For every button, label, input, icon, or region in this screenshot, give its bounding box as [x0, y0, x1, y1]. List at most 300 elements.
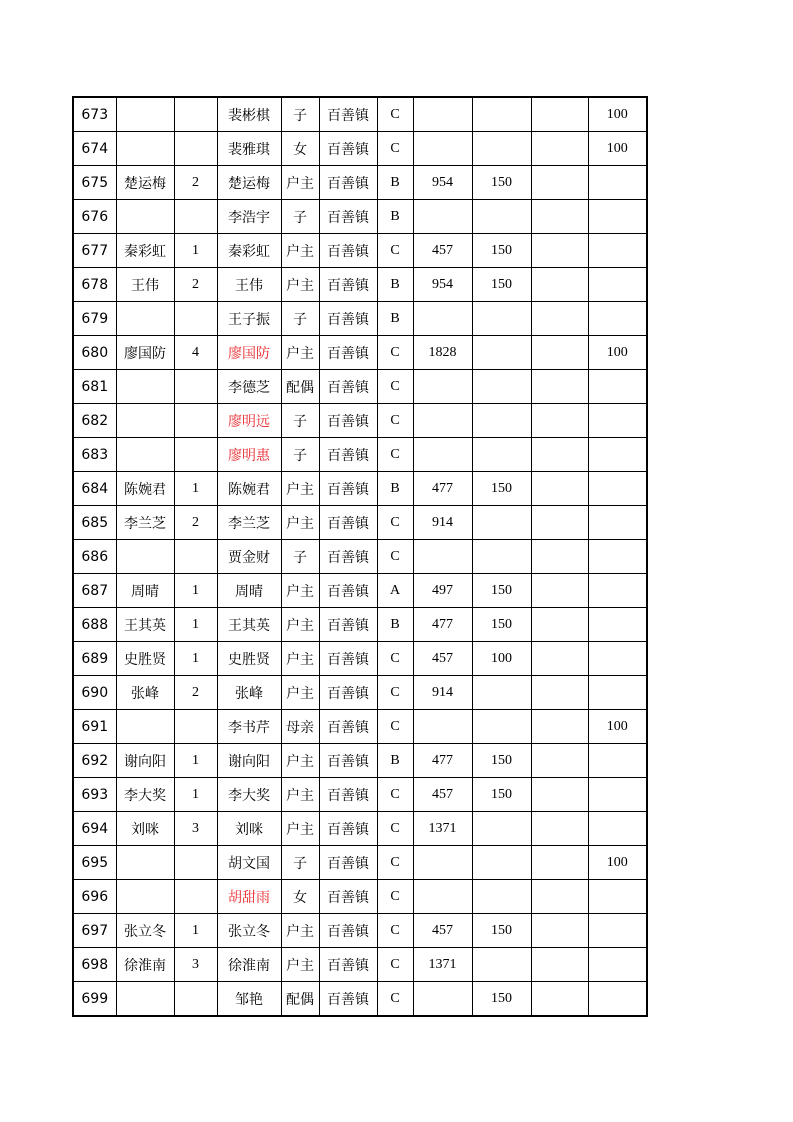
- town-cell: 百善镇: [319, 778, 377, 812]
- amount-b-cell: 150: [472, 268, 531, 302]
- amount-b-cell: 150: [472, 574, 531, 608]
- town-cell: 百善镇: [319, 302, 377, 336]
- household-size-cell: 2: [174, 268, 217, 302]
- table-row: [73, 438, 647, 472]
- table-row: [73, 608, 647, 642]
- amount-a-cell: 914: [413, 506, 472, 540]
- row-number-cell: 676: [73, 200, 116, 234]
- amount-b-cell: [472, 97, 531, 132]
- amount-b-cell: [472, 948, 531, 982]
- member-name-cell: 刘咪: [217, 812, 281, 846]
- amount-d-cell: [588, 506, 647, 540]
- amount-d-cell: [588, 472, 647, 506]
- table-row: [73, 540, 647, 574]
- household-size-cell: 1: [174, 744, 217, 778]
- town-cell: 百善镇: [319, 268, 377, 302]
- amount-d-cell: [588, 540, 647, 574]
- table-body: [73, 97, 647, 1016]
- amount-b-cell: 150: [472, 914, 531, 948]
- household-size-cell: 1: [174, 914, 217, 948]
- household-head-cell: 谢向阳: [116, 744, 174, 778]
- amount-b-cell: [472, 710, 531, 744]
- amount-c-cell: [531, 642, 588, 676]
- table-row: [73, 234, 647, 268]
- table-row: [73, 404, 647, 438]
- town-cell: 百善镇: [319, 574, 377, 608]
- amount-d-cell: [588, 166, 647, 200]
- amount-a-cell: 954: [413, 268, 472, 302]
- row-number-cell: 678: [73, 268, 116, 302]
- amount-c-cell: [531, 778, 588, 812]
- category-cell: C: [377, 642, 413, 676]
- amount-c-cell: [531, 608, 588, 642]
- town-cell: 百善镇: [319, 846, 377, 880]
- household-size-cell: 1: [174, 574, 217, 608]
- amount-a-cell: 457: [413, 234, 472, 268]
- amount-a-cell: 1828: [413, 336, 472, 370]
- amount-c-cell: [531, 200, 588, 234]
- amount-c-cell: [531, 234, 588, 268]
- relation-cell: 户主: [281, 778, 319, 812]
- member-name-cell: 裴彬棋: [217, 97, 281, 132]
- category-cell: C: [377, 336, 413, 370]
- amount-c-cell: [531, 336, 588, 370]
- household-size-cell: [174, 132, 217, 166]
- household-head-cell: [116, 200, 174, 234]
- member-name-cell: 王伟: [217, 268, 281, 302]
- table-row: [73, 268, 647, 302]
- household-size-cell: 1: [174, 608, 217, 642]
- category-cell: B: [377, 166, 413, 200]
- household-head-cell: 王伟: [116, 268, 174, 302]
- amount-d-cell: [588, 608, 647, 642]
- relation-cell: 户主: [281, 166, 319, 200]
- town-cell: 百善镇: [319, 166, 377, 200]
- row-number-cell: 692: [73, 744, 116, 778]
- amount-d-cell: [588, 574, 647, 608]
- table-row: [73, 166, 647, 200]
- member-name-cell: 贾金财: [217, 540, 281, 574]
- town-cell: 百善镇: [319, 472, 377, 506]
- amount-d-cell: [588, 676, 647, 710]
- town-cell: 百善镇: [319, 642, 377, 676]
- relation-cell: 女: [281, 132, 319, 166]
- category-cell: C: [377, 438, 413, 472]
- category-cell: C: [377, 234, 413, 268]
- amount-b-cell: 150: [472, 982, 531, 1017]
- relation-cell: 女: [281, 880, 319, 914]
- amount-c-cell: [531, 370, 588, 404]
- amount-c-cell: [531, 676, 588, 710]
- amount-c-cell: [531, 506, 588, 540]
- amount-b-cell: 150: [472, 166, 531, 200]
- town-cell: 百善镇: [319, 506, 377, 540]
- household-size-cell: [174, 846, 217, 880]
- household-size-cell: 1: [174, 778, 217, 812]
- amount-a-cell: [413, 302, 472, 336]
- amount-c-cell: [531, 846, 588, 880]
- household-head-cell: 刘咪: [116, 812, 174, 846]
- member-name-cell: 胡文国: [217, 846, 281, 880]
- category-cell: C: [377, 404, 413, 438]
- household-size-cell: 2: [174, 506, 217, 540]
- amount-d-cell: [588, 880, 647, 914]
- member-name-cell: 廖明远: [217, 404, 281, 438]
- relation-cell: 子: [281, 97, 319, 132]
- row-number-cell: 689: [73, 642, 116, 676]
- category-cell: B: [377, 608, 413, 642]
- table-row: [73, 370, 647, 404]
- relation-cell: 户主: [281, 642, 319, 676]
- category-cell: C: [377, 370, 413, 404]
- household-head-cell: 陈婉君: [116, 472, 174, 506]
- member-name-cell: 楚运梅: [217, 166, 281, 200]
- table-row: [73, 336, 647, 370]
- amount-a-cell: [413, 438, 472, 472]
- table-row: [73, 642, 647, 676]
- member-name-cell: 廖明惠: [217, 438, 281, 472]
- category-cell: C: [377, 880, 413, 914]
- row-number-cell: 673: [73, 97, 116, 132]
- household-size-cell: [174, 404, 217, 438]
- row-number-cell: 677: [73, 234, 116, 268]
- household-size-cell: [174, 438, 217, 472]
- row-number-cell: 693: [73, 778, 116, 812]
- amount-d-cell: [588, 812, 647, 846]
- household-head-cell: [116, 982, 174, 1017]
- amount-a-cell: 914: [413, 676, 472, 710]
- amount-d-cell: [588, 642, 647, 676]
- category-cell: B: [377, 268, 413, 302]
- category-cell: C: [377, 846, 413, 880]
- amount-c-cell: [531, 404, 588, 438]
- member-name-cell: 王子振: [217, 302, 281, 336]
- table-row: [73, 302, 647, 336]
- row-number-cell: 698: [73, 948, 116, 982]
- relation-cell: 户主: [281, 914, 319, 948]
- amount-c-cell: [531, 880, 588, 914]
- household-size-cell: 4: [174, 336, 217, 370]
- amount-c-cell: [531, 302, 588, 336]
- amount-b-cell: [472, 506, 531, 540]
- amount-a-cell: [413, 200, 472, 234]
- relation-cell: 子: [281, 438, 319, 472]
- amount-b-cell: [472, 336, 531, 370]
- category-cell: C: [377, 97, 413, 132]
- amount-d-cell: 100: [588, 97, 647, 132]
- household-size-cell: [174, 540, 217, 574]
- amount-c-cell: [531, 744, 588, 778]
- row-number-cell: 679: [73, 302, 116, 336]
- member-name-cell: 徐淮南: [217, 948, 281, 982]
- town-cell: 百善镇: [319, 540, 377, 574]
- town-cell: 百善镇: [319, 812, 377, 846]
- amount-d-cell: [588, 234, 647, 268]
- member-name-cell: 王其英: [217, 608, 281, 642]
- member-name-cell: 史胜贤: [217, 642, 281, 676]
- amount-a-cell: 457: [413, 778, 472, 812]
- amount-a-cell: 457: [413, 914, 472, 948]
- row-number-cell: 699: [73, 982, 116, 1017]
- amount-a-cell: 477: [413, 744, 472, 778]
- member-name-cell: 秦彩虹: [217, 234, 281, 268]
- amount-c-cell: [531, 438, 588, 472]
- household-size-cell: 1: [174, 234, 217, 268]
- household-head-cell: 史胜贤: [116, 642, 174, 676]
- row-number-cell: 680: [73, 336, 116, 370]
- amount-d-cell: [588, 200, 647, 234]
- member-name-cell: 李德芝: [217, 370, 281, 404]
- town-cell: 百善镇: [319, 438, 377, 472]
- amount-d-cell: 100: [588, 710, 647, 744]
- member-name-cell: 李浩宇: [217, 200, 281, 234]
- row-number-cell: 690: [73, 676, 116, 710]
- amount-a-cell: 1371: [413, 948, 472, 982]
- row-number-cell: 685: [73, 506, 116, 540]
- table-row: [73, 574, 647, 608]
- table-row: [73, 744, 647, 778]
- amount-b-cell: [472, 404, 531, 438]
- household-size-cell: [174, 370, 217, 404]
- household-size-cell: [174, 982, 217, 1017]
- town-cell: 百善镇: [319, 608, 377, 642]
- household-head-cell: 李大奖: [116, 778, 174, 812]
- amount-b-cell: [472, 438, 531, 472]
- category-cell: C: [377, 710, 413, 744]
- member-name-cell: 张立冬: [217, 914, 281, 948]
- table-row: [73, 778, 647, 812]
- household-head-cell: [116, 97, 174, 132]
- amount-d-cell: [588, 914, 647, 948]
- row-number-cell: 686: [73, 540, 116, 574]
- town-cell: 百善镇: [319, 880, 377, 914]
- category-cell: A: [377, 574, 413, 608]
- row-number-cell: 696: [73, 880, 116, 914]
- town-cell: 百善镇: [319, 234, 377, 268]
- member-name-cell: 裴雅琪: [217, 132, 281, 166]
- town-cell: 百善镇: [319, 132, 377, 166]
- amount-d-cell: [588, 438, 647, 472]
- category-cell: C: [377, 540, 413, 574]
- town-cell: 百善镇: [319, 948, 377, 982]
- category-cell: C: [377, 982, 413, 1017]
- household-head-cell: 李兰芝: [116, 506, 174, 540]
- amount-b-cell: 150: [472, 608, 531, 642]
- member-name-cell: 廖国防: [217, 336, 281, 370]
- household-table: [72, 96, 648, 1017]
- relation-cell: 户主: [281, 472, 319, 506]
- household-head-cell: 徐淮南: [116, 948, 174, 982]
- town-cell: 百善镇: [319, 710, 377, 744]
- amount-b-cell: 150: [472, 744, 531, 778]
- town-cell: 百善镇: [319, 676, 377, 710]
- household-head-cell: [116, 404, 174, 438]
- table-row: [73, 676, 647, 710]
- amount-a-cell: [413, 97, 472, 132]
- member-name-cell: 邹艳: [217, 982, 281, 1017]
- relation-cell: 户主: [281, 948, 319, 982]
- amount-a-cell: 497: [413, 574, 472, 608]
- household-head-cell: 王其英: [116, 608, 174, 642]
- amount-d-cell: [588, 268, 647, 302]
- amount-b-cell: [472, 676, 531, 710]
- member-name-cell: 周晴: [217, 574, 281, 608]
- row-number-cell: 674: [73, 132, 116, 166]
- town-cell: 百善镇: [319, 97, 377, 132]
- relation-cell: 母亲: [281, 710, 319, 744]
- amount-c-cell: [531, 97, 588, 132]
- household-head-cell: [116, 370, 174, 404]
- amount-b-cell: [472, 540, 531, 574]
- table-row: [73, 846, 647, 880]
- household-size-cell: [174, 880, 217, 914]
- amount-b-cell: [472, 370, 531, 404]
- relation-cell: 户主: [281, 812, 319, 846]
- table-row: [73, 506, 647, 540]
- household-size-cell: 3: [174, 812, 217, 846]
- relation-cell: 户主: [281, 234, 319, 268]
- amount-b-cell: [472, 880, 531, 914]
- table-row: [73, 914, 647, 948]
- household-size-cell: [174, 97, 217, 132]
- member-name-cell: 张峰: [217, 676, 281, 710]
- category-cell: C: [377, 676, 413, 710]
- relation-cell: 子: [281, 404, 319, 438]
- relation-cell: 子: [281, 846, 319, 880]
- household-size-cell: 2: [174, 166, 217, 200]
- amount-b-cell: 150: [472, 778, 531, 812]
- amount-c-cell: [531, 710, 588, 744]
- row-number-cell: 675: [73, 166, 116, 200]
- relation-cell: 子: [281, 302, 319, 336]
- amount-b-cell: [472, 846, 531, 880]
- member-name-cell: 陈婉君: [217, 472, 281, 506]
- amount-c-cell: [531, 982, 588, 1017]
- row-number-cell: 691: [73, 710, 116, 744]
- household-head-cell: 张峰: [116, 676, 174, 710]
- amount-d-cell: [588, 744, 647, 778]
- household-head-cell: [116, 132, 174, 166]
- household-head-cell: [116, 302, 174, 336]
- household-head-cell: 张立冬: [116, 914, 174, 948]
- table-row: [73, 97, 647, 132]
- relation-cell: 户主: [281, 676, 319, 710]
- amount-c-cell: [531, 166, 588, 200]
- household-head-cell: 楚运梅: [116, 166, 174, 200]
- household-size-cell: [174, 302, 217, 336]
- amount-d-cell: [588, 948, 647, 982]
- row-number-cell: 688: [73, 608, 116, 642]
- table-row: [73, 880, 647, 914]
- amount-a-cell: 457: [413, 642, 472, 676]
- relation-cell: 户主: [281, 336, 319, 370]
- amount-b-cell: [472, 812, 531, 846]
- relation-cell: 户主: [281, 268, 319, 302]
- household-head-cell: [116, 710, 174, 744]
- row-number-cell: 684: [73, 472, 116, 506]
- member-name-cell: 李大奖: [217, 778, 281, 812]
- amount-d-cell: 100: [588, 336, 647, 370]
- amount-b-cell: [472, 302, 531, 336]
- row-number-cell: 695: [73, 846, 116, 880]
- household-head-cell: [116, 540, 174, 574]
- amount-c-cell: [531, 268, 588, 302]
- household-size-cell: 3: [174, 948, 217, 982]
- table-row: [73, 472, 647, 506]
- amount-b-cell: [472, 200, 531, 234]
- amount-b-cell: 150: [472, 234, 531, 268]
- category-cell: C: [377, 506, 413, 540]
- row-number-cell: 694: [73, 812, 116, 846]
- amount-c-cell: [531, 132, 588, 166]
- category-cell: B: [377, 200, 413, 234]
- category-cell: C: [377, 132, 413, 166]
- amount-a-cell: 477: [413, 472, 472, 506]
- row-number-cell: 683: [73, 438, 116, 472]
- amount-a-cell: 1371: [413, 812, 472, 846]
- relation-cell: 户主: [281, 744, 319, 778]
- category-cell: B: [377, 302, 413, 336]
- table-row: [73, 982, 647, 1017]
- amount-a-cell: [413, 982, 472, 1017]
- table-row: [73, 710, 647, 744]
- amount-c-cell: [531, 914, 588, 948]
- member-name-cell: 胡甜雨: [217, 880, 281, 914]
- town-cell: 百善镇: [319, 982, 377, 1017]
- amount-a-cell: [413, 132, 472, 166]
- amount-a-cell: [413, 880, 472, 914]
- member-name-cell: 李兰芝: [217, 506, 281, 540]
- member-name-cell: 李书芹: [217, 710, 281, 744]
- table-row: [73, 200, 647, 234]
- member-name-cell: 谢向阳: [217, 744, 281, 778]
- household-head-cell: [116, 880, 174, 914]
- category-cell: C: [377, 914, 413, 948]
- relation-cell: 户主: [281, 506, 319, 540]
- household-size-cell: 2: [174, 676, 217, 710]
- table-row: [73, 132, 647, 166]
- row-number-cell: 687: [73, 574, 116, 608]
- household-size-cell: [174, 200, 217, 234]
- amount-a-cell: 954: [413, 166, 472, 200]
- amount-d-cell: [588, 982, 647, 1017]
- amount-a-cell: 477: [413, 608, 472, 642]
- amount-d-cell: 100: [588, 846, 647, 880]
- relation-cell: 户主: [281, 608, 319, 642]
- household-head-cell: 周晴: [116, 574, 174, 608]
- household-size-cell: [174, 710, 217, 744]
- relation-cell: 配偶: [281, 982, 319, 1017]
- relation-cell: 子: [281, 540, 319, 574]
- relation-cell: 子: [281, 200, 319, 234]
- category-cell: C: [377, 948, 413, 982]
- amount-d-cell: [588, 302, 647, 336]
- amount-d-cell: [588, 778, 647, 812]
- household-head-cell: [116, 846, 174, 880]
- row-number-cell: 681: [73, 370, 116, 404]
- amount-c-cell: [531, 948, 588, 982]
- household-size-cell: 1: [174, 642, 217, 676]
- table-row: [73, 812, 647, 846]
- town-cell: 百善镇: [319, 404, 377, 438]
- amount-a-cell: [413, 540, 472, 574]
- row-number-cell: 682: [73, 404, 116, 438]
- town-cell: 百善镇: [319, 200, 377, 234]
- relation-cell: 配偶: [281, 370, 319, 404]
- amount-c-cell: [531, 574, 588, 608]
- amount-c-cell: [531, 812, 588, 846]
- row-number-cell: 697: [73, 914, 116, 948]
